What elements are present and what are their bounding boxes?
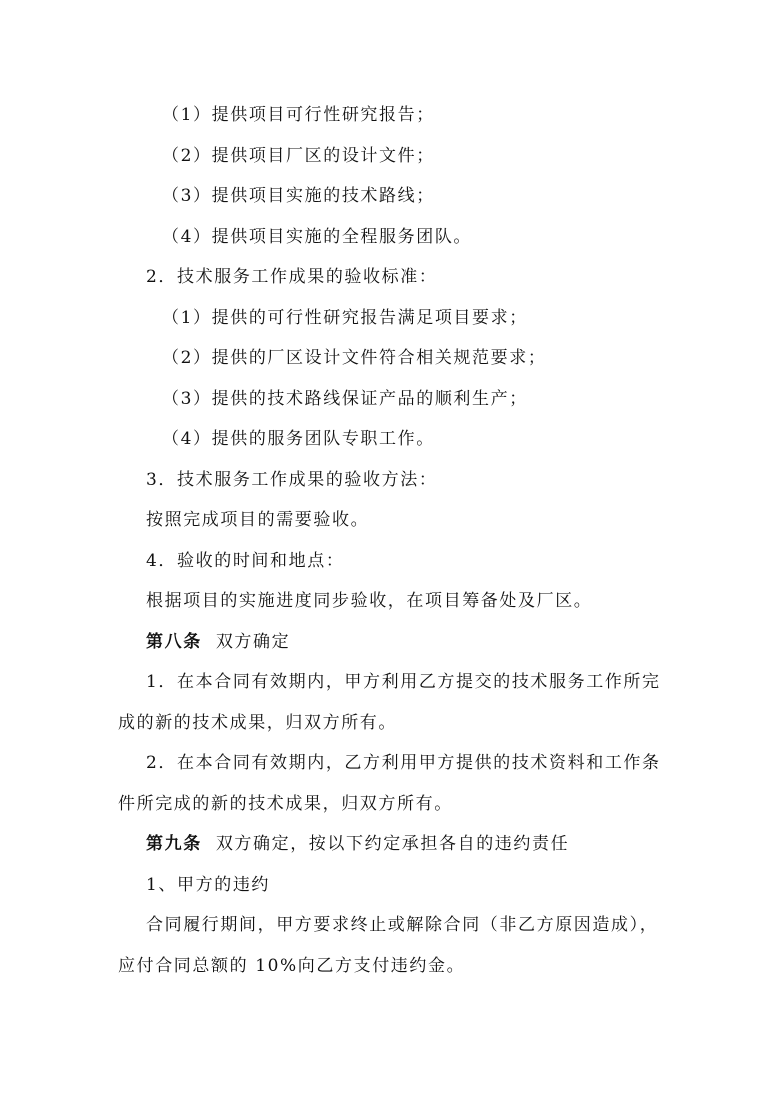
text-line: （1）提供的可行性研究报告满足项目要求； [162, 308, 528, 328]
text-line: 3．技术服务工作成果的验收方法： [146, 470, 438, 490]
text-line: （4）提供项目实施的全程服务团队。 [162, 227, 473, 247]
article-8-heading: 第八条 [146, 632, 202, 652]
text-line: （1）提供项目可行性研究报告； [162, 105, 435, 125]
article-8 [146, 631, 290, 653]
text-line: 4．验收的时间和地点： [146, 551, 345, 571]
text-line: 1．在本合同有效期内，甲方利用乙方提交的技术服务工作所完 [146, 672, 661, 692]
text-line: 2．技术服务工作成果的验收标准： [146, 267, 438, 287]
text-line: 合同履行期间，甲方要求终止或解除合同（非乙方原因造成）， [146, 915, 659, 935]
article-9 [146, 833, 569, 855]
text-line: （2）提供的厂区设计文件符合相关规范要求； [162, 348, 547, 368]
text-line: 件所完成的新的技术成果，归双方所有。 [118, 794, 453, 814]
article-9-text: 双方确定，按以下约定承担各自的违约责任 [215, 834, 570, 854]
text-line: （2）提供项目厂区的设计文件； [162, 146, 435, 166]
text-line: 成的新的技术成果，归双方所有。 [118, 713, 397, 733]
text-line: 1、甲方的违约 [146, 875, 271, 895]
text-line: （3）提供的技术路线保证产品的顺利生产； [162, 389, 528, 409]
text-line: （3）提供项目实施的技术路线； [162, 186, 435, 206]
text-line: 按照完成项目的需要验收。 [146, 510, 370, 530]
text-line: （4）提供的服务团队专职工作。 [162, 429, 435, 449]
text-line: 应付合同总额的 10%向乙方支付违约金。 [118, 956, 466, 976]
article-9-heading: 第九条 [146, 834, 202, 854]
text-line: 根据项目的实施进度同步验收，在项目筹备处及厂区。 [146, 591, 593, 611]
article-8-text: 双方确定 [215, 632, 291, 652]
text-line: 2．在本合同有效期内，乙方利用甲方提供的技术资料和工作条 [146, 753, 661, 773]
